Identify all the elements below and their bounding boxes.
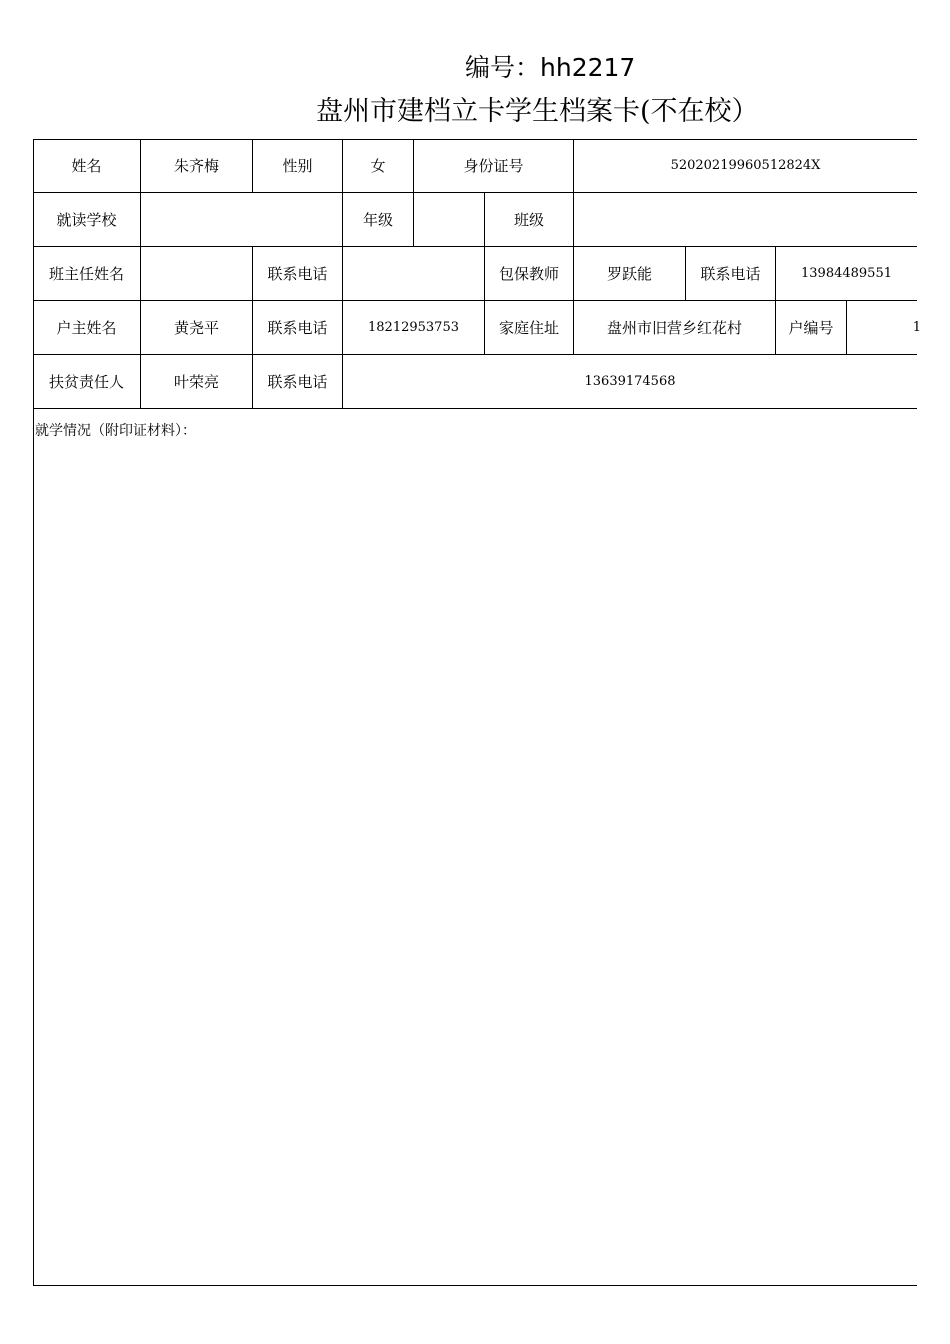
grade-label: 年级 <box>343 193 414 247</box>
class-value <box>574 193 917 247</box>
household-number-label: 户编号 <box>776 301 847 355</box>
name-label: 姓名 <box>33 139 141 193</box>
householder-phone-value: 18212953753 <box>343 301 485 355</box>
page-title: 盘州市建档立卡学生档案卡(不在校） <box>316 96 759 127</box>
form-bottom-border <box>33 1285 917 1286</box>
school-label: 就读学校 <box>33 193 141 247</box>
head-teacher-phone-value <box>343 247 485 301</box>
guarantor-teacher-value: 罗跃能 <box>574 247 686 301</box>
householder-phone-label: 联系电话 <box>253 301 343 355</box>
schooling-notes-label: 就学情况（附印证材料）： <box>35 423 196 439</box>
record-number-value: hh2217 <box>540 53 636 82</box>
householder-label: 户主姓名 <box>33 301 141 355</box>
school-value <box>141 193 343 247</box>
record-number <box>465 50 635 86</box>
head-teacher-phone-label: 联系电话 <box>253 247 343 301</box>
gender-value: 女 <box>343 139 414 193</box>
household-number-text: 1 <box>912 320 921 335</box>
record-number-label: 编号： <box>465 53 541 82</box>
home-address-value: 盘州市旧营乡红花村 <box>574 301 776 355</box>
guarantor-teacher-label: 包保教师 <box>485 247 574 301</box>
guarantor-phone-value: 13984489551 <box>776 247 917 301</box>
grade-value <box>414 193 485 247</box>
id-number-label: 身份证号 <box>414 139 574 193</box>
head-teacher-value <box>141 247 253 301</box>
head-teacher-label: 班主任姓名 <box>33 247 141 301</box>
householder-value: 黄尧平 <box>141 301 253 355</box>
responsible-phone-value: 13639174568 <box>343 355 917 409</box>
class-label: 班级 <box>485 193 574 247</box>
household-number-value <box>847 301 921 355</box>
gender-label: 性别 <box>253 139 343 193</box>
responsible-person-value: 叶荣亮 <box>141 355 253 409</box>
id-number-value: 52020219960512824X <box>574 139 917 193</box>
home-address-label: 家庭住址 <box>485 301 574 355</box>
name-value: 朱齐梅 <box>141 139 253 193</box>
responsible-person-label: 扶贫责任人 <box>33 355 141 409</box>
responsible-phone-label: 联系电话 <box>253 355 343 409</box>
guarantor-phone-label: 联系电话 <box>686 247 776 301</box>
archive-form <box>33 139 921 1286</box>
